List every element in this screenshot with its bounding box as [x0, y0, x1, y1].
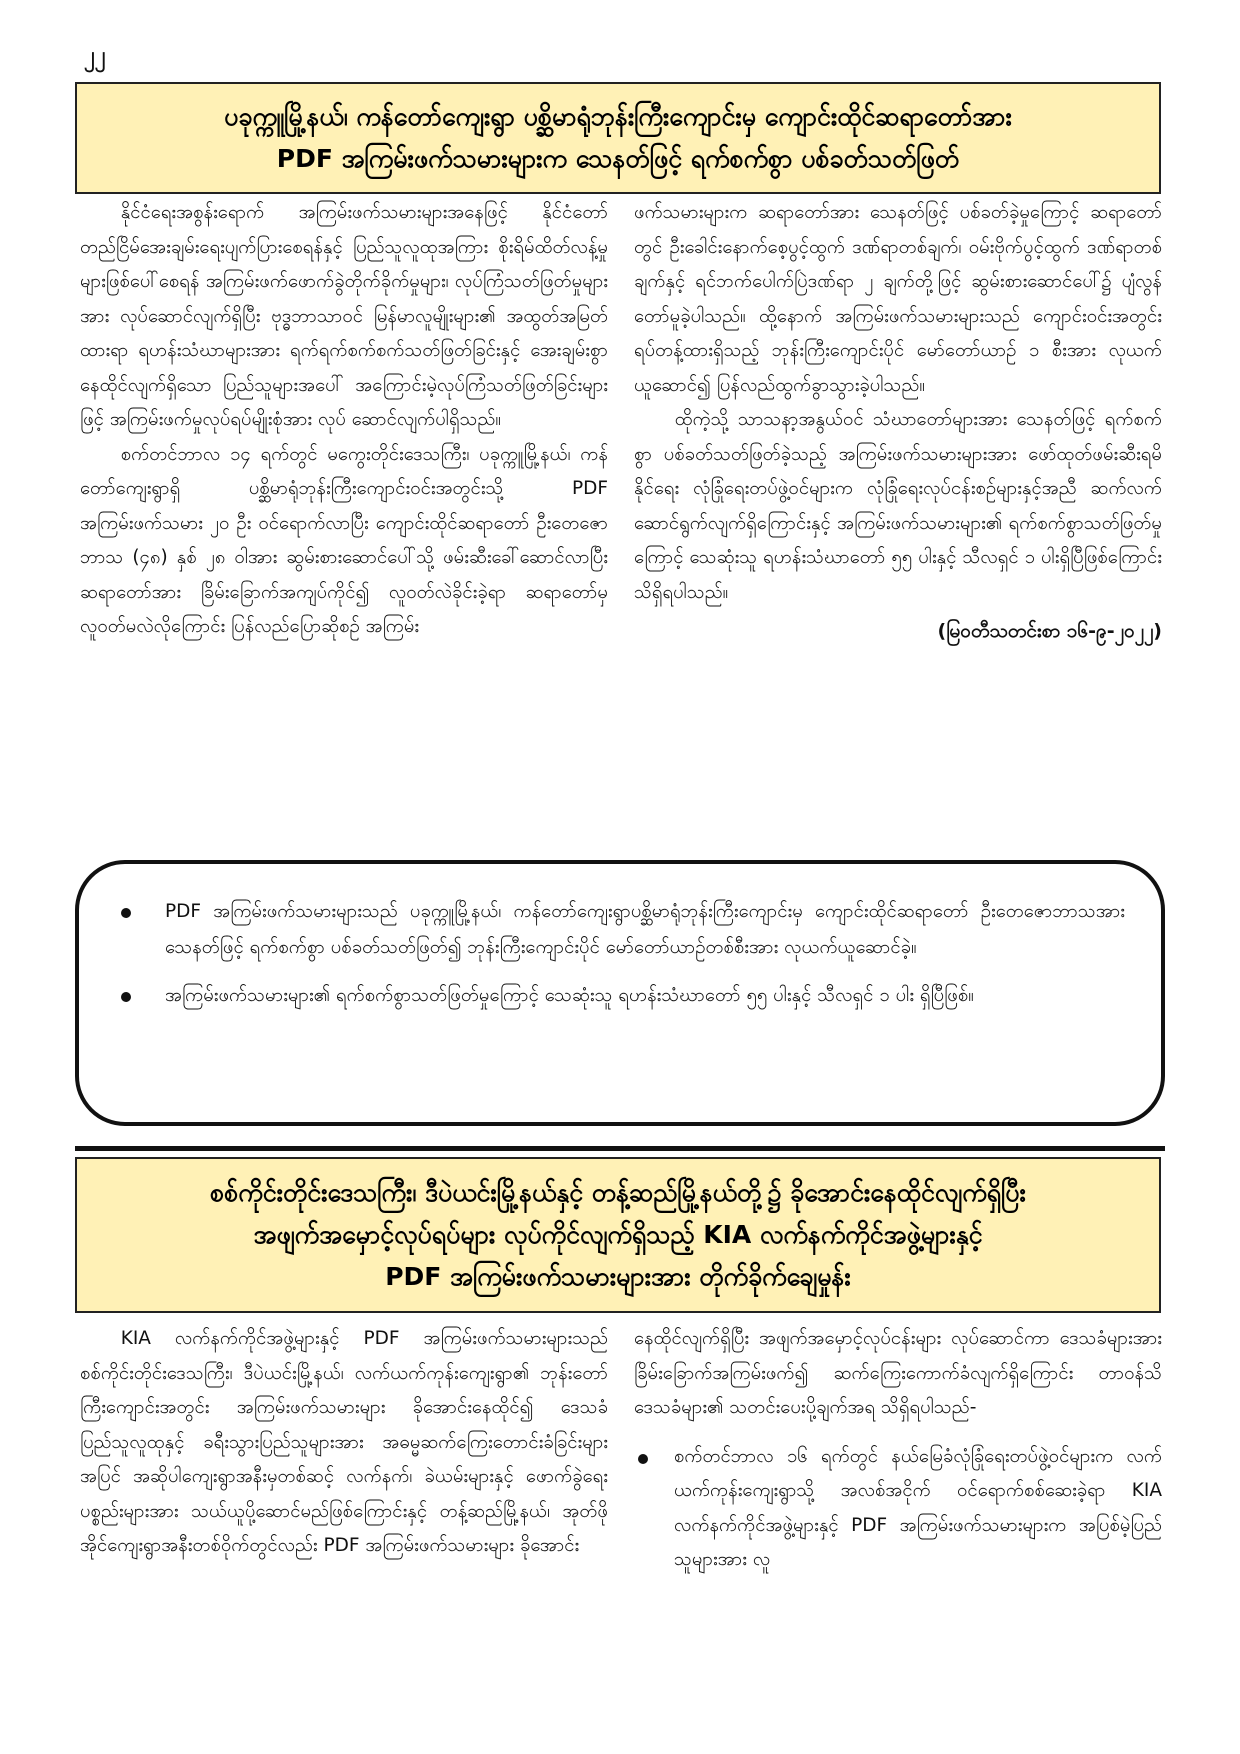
page-number: ၂၂ [84, 42, 106, 68]
bullet-icon [121, 992, 131, 1002]
summary-box [75, 860, 1165, 1126]
article1-title-box [75, 82, 1161, 194]
article2-column-left [80, 1322, 608, 1564]
article1-paragraph: နိုင်ငံရေးအစွန်းရောက် အကြမ်းဖက်သမားများအနေဖြင့် နိုင်ငံတော်တည်ငြိမ်အေးချမ်းရေးပျက်ပြားစေရန်နှင့် ပြည်သူလူထုအကြား စိုးရိမ်ထိတ်လန့်မှုများဖြစ်ပေါ်စေရန် အကြမ်းဖက်ဖောက်ခွဲတိုက်ခိုက်မှုများ၊ လုပ်ကြံသတ်ဖြတ်မှုများအား လုပ်ဆောင်လျက်ရှိပြီး ဗုဒ္ဓဘာသာဝင် မြန်မာလူမျိုးများ၏ အထွတ်အမြတ်ထားရာ ရဟန်းသံဃာများအား ရက်ရက်စက်စက်သတ်ဖြတ်ခြင်းနှင့် အေးချမ်းစွာနေထိုင်လျက်ရှိသော ပြည်သူများအပေါ် အကြောင်းမဲ့လုပ်ကြံသတ်ဖြတ်ခြင်းများဖြင့် အကြမ်းဖက်မှုလုပ်ရပ်မျိုးစုံအား လုပ် ဆောင်လျက်ပါရှိသည်။ [80, 202, 608, 430]
article2-bullet-text: စက်တင်ဘာလ ၁၆ ရက်တွင် နယ်မြေခံလုံခြုံရေးတပ်ဖွဲ့ဝင်များက လက်ယက်ကုန်းကျေးရွာသို့ အလစ်အငိုက် ဝင်ရောက်စစ်ဆေးခဲ့ရာ KIA လက်နက်ကိုင်အဖွဲ့များနှင့် PDF အကြမ်းဖက်သမားများက အပြစ်မဲ့ပြည်သူများအား လူ [674, 1445, 1162, 1570]
article1-column-left [80, 196, 608, 645]
article1-title-line1: ပခုက္ကူမြို့နယ်၊ ကန်တော်ကျေးရွာ ပစ္ဆိမာရုံဘုန်းကြီးကျောင်းမှ ကျောင်းထိုင်ဆရာတော်အား [224, 102, 1012, 131]
summary-list [115, 894, 1125, 1014]
article2-paragraph: KIA လက်နက်ကိုင်အဖွဲ့များနှင့် PDF အကြမ်းဖက်သမားများသည် စစ်ကိုင်းတိုင်းဒေသကြီး၊ ဒီပဲယင်းမြို့နယ်၊ လက်ယက်ကုန်းကျေးရွာ၏ ဘုန်းတော်ကြီးကျောင်းအတွင်း အကြမ်းဖက်သမားများ ခိုအောင်းနေထိုင်၍ ဒေသခံပြည်သူလူထုနှင့် ခရီးသွားပြည်သူများအား အဓမ္မဆက်ကြေးတောင်းခံခြင်းများအပြင် အဆိုပါကျေးရွာအနီးမှတစ်ဆင့် လက်နက်၊ ခဲယမ်းများနှင့် ဖောက်ခွဲရေးပစ္စည်းများအား သယ်ယူပို့ဆောင်မည်ဖြစ်ကြောင်းနှင့် တန့်ဆည်မြို့နယ်၊ အုတ်ဖိုအိုင်ကျေးရွာအနီးတစ်ဝိုက်တွင်လည်း PDF အကြမ်းဖက်သမားများ ခိုအောင်း [80, 1328, 608, 1556]
article2-paragraph: နေထိုင်လျက်ရှိပြီး အဖျက်အမှောင့်လုပ်ငန်းများ လုပ်ဆောင်ကာ ဒေသခံများအား ခြိမ်းခြောက်အကြမ်းဖက်၍ ဆက်ကြေးကောက်ခံလျက်ရှိကြောင်း တာဝန်သိဒေသခံများ၏ သတင်းပေးပို့ချက်အရ သိရှိရပါသည်- [634, 1328, 1162, 1418]
summary-item-text: အကြမ်းဖက်သမားများ၏ ရက်စက်စွာသတ်ဖြတ်မှုကြောင့် သေဆုံးသူ ရဟန်းသံဃာတော် ၅၅ ပါးနှင့် သီလရှင် ၁ ပါး ရှိပြီဖြစ်။ [165, 985, 974, 1006]
article1-title-line2: PDF အကြမ်းဖက်သမားများက သေနတ်ဖြင့် ရက်စက်စွာ ပစ်ခတ်သတ်ဖြတ် [276, 144, 960, 173]
article1-column-right [634, 196, 1162, 649]
article2-column-right [634, 1322, 1162, 1578]
article1-source: (မြဝတီသတင်းစာ ၁၆-၉-၂၀၂၂) [937, 620, 1162, 642]
bullet-icon [121, 908, 131, 918]
article1-paragraph: စက်တင်ဘာလ ၁၄ ရက်တွင် မကွေးတိုင်းဒေသကြီး၊ ပခုက္ကူမြို့နယ်၊ ကန်တော်ကျေးရွာရှိ ပစ္ဆိမာရုံဘုန်းကြီးကျောင်းဝင်းအတွင်းသို့ PDF အကြမ်းဖက်သမား ၂၀ ဦး ဝင်ရောက်လာပြီး ကျောင်းထိုင်ဆရာတော် ဦးတေဇောဘာသ (၄၈) နှစ် ၂၈ ဝါအား ဆွမ်းစားဆောင်ပေါ်သို့ ဖမ်းဆီးခေါ်ဆောင်လာပြီး ဆရာတော်အား ခြိမ်းခြောက်အကျပ်ကိုင်၍ လူဝတ်လဲခိုင်းခဲ့ရာ ဆရာတော်မှ လူဝတ်မလဲလိုကြောင်း ပြန်လည်ပြောဆိုစဉ် အကြမ်း [80, 443, 608, 637]
article2-title-line3: PDF အကြမ်းဖက်သမားများအား တိုက်ခိုက်ချေမှုန်း [385, 1262, 851, 1291]
article2-title-line2: အဖျက်အမှောင့်လုပ်ရပ်များ လုပ်ကိုင်လျက်ရှိသည့် KIA လက်နက်ကိုင်အဖွဲ့များနှင့် [253, 1220, 983, 1249]
article2-title-box [75, 1157, 1161, 1313]
summary-item [115, 894, 1125, 966]
article2-bullet-list [634, 1440, 1162, 1578]
bullet-icon [638, 1454, 648, 1464]
section-divider [75, 1146, 1165, 1151]
article2-title-line1: စစ်ကိုင်းတိုင်းဒေသကြီး၊ ဒီပဲယင်းမြို့နယ်နှင့် တန့်ဆည်မြို့နယ်တို့၌ ခိုအောင်းနေထိုင်လျက်ရှိပြီး [210, 1178, 1026, 1207]
summary-item [115, 978, 1125, 1014]
article1-paragraph: ဖက်သမားများက ဆရာတော်အား သေနတ်ဖြင့် ပစ်ခတ်ခဲ့မှုကြောင့် ဆရာတော်တွင် ဦးခေါင်းနောက်စေ့ပွင့်ထွက် ဒဏ်ရာတစ်ချက်၊ ဝမ်းဗိုက်ပွင့်ထွက် ဒဏ်ရာတစ်ချက်နှင့် ရင်ဘက်ပေါက်ပြဲဒဏ်ရာ ၂ ချက်တို့ဖြင့် ဆွမ်းစားဆောင်ပေါ်၌ ပျံလွန်တော်မူခဲ့ပါသည်။ ထို့နောက် အကြမ်းဖက်သမားများသည် ကျောင်းဝင်းအတွင်း ရပ်တန့်ထားရှိသည့် ဘုန်းကြီးကျောင်းပိုင် မော်တော်ယာဉ် ၁ စီးအား လုယက်ယူဆောင်၍ ပြန်လည်ထွက်ခွာသွားခဲ့ပါသည်။ [634, 202, 1162, 396]
article1-paragraph: ထိုကဲ့သို့ သာသနာ့အနွယ်ဝင် သံဃာတော်များအား သေနတ်ဖြင့် ရက်စက်စွာ ပစ်ခတ်သတ်ဖြတ်ခဲ့သည့် အကြမ်းဖက်သမားများအား ဖော်ထုတ်ဖမ်းဆီးရမိနိုင်ရေး လုံခြုံရေးတပ်ဖွဲ့ဝင်များက လုံခြုံရေးလုပ်ငန်းစဉ်များနှင့်အညီ ဆက်လက်ဆောင်ရွက်လျက်ရှိကြောင်းနှင့် အကြမ်းဖက်သမားများ၏ ရက်စက်စွာသတ်ဖြတ်မှုကြောင့် သေဆုံးသူ ရဟန်းသံဃာတော် ၅၅ ပါးနှင့် သီလရှင် ၁ ပါးရှိပြီဖြစ်ကြောင်း သိရှိရပါသည်။ [634, 409, 1162, 603]
summary-item-text: PDF အကြမ်းဖက်သမားများသည် ပခုက္ကူမြို့နယ်၊ ကန်တော်ကျေးရွာပစ္ဆိမာရုံဘုန်းကြီးကျောင်းမှ ကျောင်းထိုင်ဆရာတော် ဦးတေဇောဘာသအား သေနတ်ဖြင့် ရက်စက်စွာ ပစ်ခတ်သတ်ဖြတ်၍ ဘုန်းကြီးကျောင်းပိုင် မော်တော်ယာဉ်တစ်စီးအား လုယက်ယူဆောင်ခဲ့။ [165, 901, 1125, 958]
article2-bullet-item [634, 1440, 1162, 1578]
